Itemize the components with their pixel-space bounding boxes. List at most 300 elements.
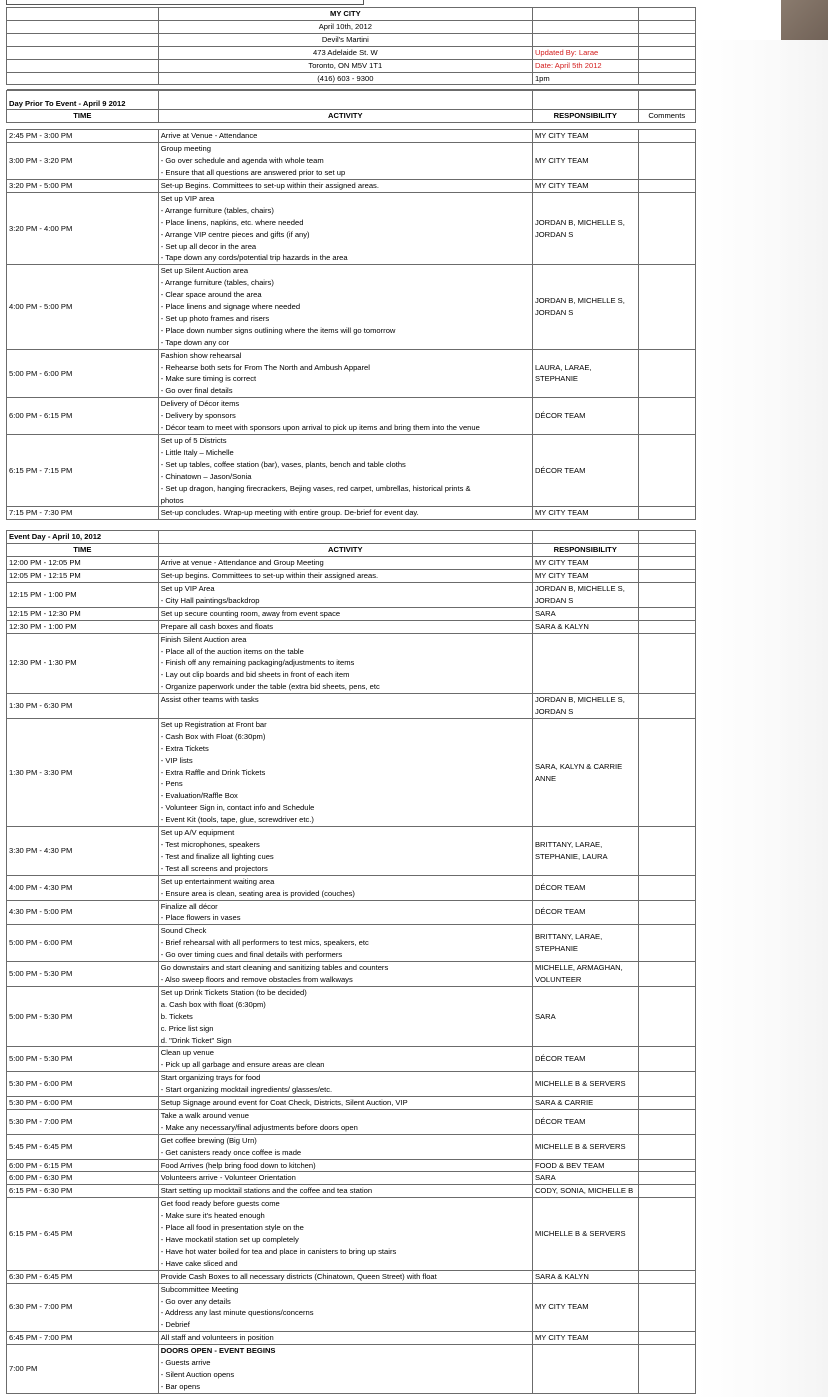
activity-line: - Arrange VIP centre pieces and gifts (if any) — [160, 229, 310, 239]
row-time: 2:45 PM - 3:00 PM — [7, 130, 159, 143]
row-comments — [638, 1283, 695, 1332]
activity-line: - Place all of the auction items on the table — [160, 646, 304, 656]
row-responsibility — [532, 633, 638, 694]
page-shadow — [696, 40, 828, 1397]
row-comments — [638, 265, 695, 349]
row-time: 6:45 PM - 7:00 PM — [7, 1332, 159, 1345]
table-row — [7, 1097, 696, 1110]
activity-line: Sound Check — [160, 926, 207, 936]
table-row — [7, 620, 696, 633]
activity-line: - Test all screens and projectors — [160, 863, 268, 873]
row-responsibility — [532, 1345, 638, 1394]
col-time: TIME — [7, 544, 159, 557]
activity-line: Finalize all décor — [160, 901, 218, 911]
row-responsibility: SARA — [532, 1172, 638, 1185]
row-activity — [158, 827, 532, 876]
row-comments — [638, 1159, 695, 1172]
activity-line: - Little Italy – Michelle — [160, 447, 234, 457]
row-responsibility: SARA & CARRIE — [532, 1097, 638, 1110]
row-time: 5:30 PM - 6:00 PM — [7, 1072, 159, 1097]
table-row — [7, 192, 696, 264]
activity-line: Set up of 5 Districts — [160, 436, 227, 445]
row-comments — [638, 179, 695, 192]
row-comments — [638, 633, 695, 694]
row-time: 12:15 PM - 1:00 PM — [7, 582, 159, 607]
venue-name: Devil's Martini — [158, 33, 532, 46]
row-responsibility: MY CITY TEAM — [532, 570, 638, 583]
row-activity — [158, 582, 532, 607]
row-activity — [158, 1159, 532, 1172]
activity-line: Arrive at Venue - Attendance — [160, 131, 258, 141]
row-responsibility: DÉCOR TEAM — [532, 900, 638, 925]
row-time: 1:30 PM - 6:30 PM — [7, 694, 159, 719]
table-row — [7, 1109, 696, 1134]
updated-time: 1pm — [532, 72, 638, 85]
row-responsibility: SARA & KALYN — [532, 620, 638, 633]
activity-line: - Tape down any cor — [160, 337, 229, 347]
activity-line: - Have hot water boiled for tea and place in canisters to bring up stairs — [160, 1246, 397, 1256]
row-responsibility: JORDAN B, MICHELLE S, JORDAN S — [532, 265, 638, 349]
row-time: 5:30 PM - 6:00 PM — [7, 1097, 159, 1110]
activity-line: - Get canisters ready once coffee is made — [160, 1147, 302, 1157]
row-comments — [638, 925, 695, 962]
row-comments — [638, 1332, 695, 1345]
activity-line: - Address any last minute questions/concerns — [160, 1308, 314, 1318]
row-responsibility: CODY, SONIA, MICHELLE B — [532, 1185, 638, 1198]
header-table — [6, 7, 696, 90]
table-row — [7, 694, 696, 719]
activity-line: b. Tickets — [160, 1011, 193, 1021]
row-responsibility: MY CITY TEAM — [532, 143, 638, 180]
activity-line: - Place linens, napkins, etc. where needed — [160, 217, 304, 227]
table-row — [7, 1134, 696, 1159]
updated-date: Date: April 5th 2012 — [532, 59, 638, 72]
row-activity — [158, 1283, 532, 1332]
row-time: 3:00 PM - 3:20 PM — [7, 143, 159, 180]
activity-line: Set up A/V equipment — [160, 828, 235, 838]
row-time: 5:00 PM - 5:30 PM — [7, 986, 159, 1047]
row-responsibility: MICHELLE B & SERVERS — [532, 1072, 638, 1097]
row-time: 5:00 PM - 5:30 PM — [7, 962, 159, 987]
activity-line: - Event Kit (tools, tape, glue, screwdriver etc.) — [160, 815, 314, 825]
activity-line: - City Hall paintings/backdrop — [160, 595, 260, 605]
row-comments — [638, 1185, 695, 1198]
activity-line: - Test microphones, speakers — [160, 840, 260, 849]
row-responsibility: SARA, KALYN & CARRIE ANNE — [532, 718, 638, 826]
row-comments — [638, 1270, 695, 1283]
row-activity — [158, 192, 532, 264]
row-time: 6:15 PM - 6:30 PM — [7, 1185, 159, 1198]
activity-line: Get coffee brewing (Big Urn) — [160, 1135, 257, 1145]
row-time: 1:30 PM - 3:30 PM — [7, 718, 159, 826]
table-row — [7, 1345, 696, 1394]
row-activity — [158, 1072, 532, 1097]
activity-line: - Also sweep floors and remove obstacles from walkways — [160, 974, 353, 984]
event-date: April 10th, 2012 — [158, 20, 532, 33]
row-time: 4:30 PM - 5:00 PM — [7, 900, 159, 925]
row-time: 12:15 PM - 12:30 PM — [7, 607, 159, 620]
activity-line: - Finish off any remaining packaging/adjustments to items — [160, 658, 355, 668]
activity-line: Go downstairs and start cleaning and sanitizing tables and counters — [160, 963, 389, 973]
activity-line: Set-up concludes. Wrap-up meeting with entire group. De-brief for event day. — [160, 508, 419, 518]
table-row — [7, 1270, 696, 1283]
activity-line: Provide Cash Boxes to all necessary districts (Chinatown, Queen Street) with float — [160, 1271, 437, 1281]
row-responsibility: JORDAN B, MICHELLE S, JORDAN S — [532, 694, 638, 719]
row-responsibility: SARA — [532, 986, 638, 1047]
row-responsibility: DÉCOR TEAM — [532, 1047, 638, 1072]
row-responsibility: BRITTANY, LARAE, STEPHANIE — [532, 925, 638, 962]
activity-line: Set up Drink Tickets Station (to be decided) — [160, 987, 307, 997]
activity-line: - Volunteer Sign in, contact info and Schedule — [160, 803, 315, 813]
activity-line: - Organize paperwork under the table (extra bid sheets, pens, etc — [160, 682, 380, 692]
row-time: 6:15 PM - 7:15 PM — [7, 435, 159, 507]
row-activity — [158, 718, 532, 826]
row-time: 12:30 PM - 1:00 PM — [7, 620, 159, 633]
row-activity — [158, 1109, 532, 1134]
table-row — [7, 1332, 696, 1345]
table-row — [7, 827, 696, 876]
row-time: 5:30 PM - 7:00 PM — [7, 1109, 159, 1134]
row-activity — [158, 435, 532, 507]
event-day-rows — [7, 557, 696, 1394]
activity-line: - Bar opens — [160, 1381, 200, 1391]
activity-line: Prepare all cash boxes and floats — [160, 621, 274, 631]
row-comments — [638, 1198, 695, 1270]
table-row — [7, 349, 696, 398]
activity-line: - Guests arrive — [160, 1358, 211, 1368]
row-comments — [638, 130, 695, 143]
activity-line: Set up secure counting room, away from event space — [160, 608, 341, 618]
activity-line: - Arrange furniture (tables, chairs) — [160, 205, 274, 215]
row-responsibility: MY CITY TEAM — [532, 1283, 638, 1332]
row-activity — [158, 694, 532, 719]
row-activity — [158, 1047, 532, 1072]
row-responsibility: MY CITY TEAM — [532, 507, 638, 520]
row-comments — [638, 986, 695, 1047]
row-time: 5:00 PM - 5:30 PM — [7, 1047, 159, 1072]
table-row — [7, 507, 696, 520]
activity-line: - Evaluation/Raffle Box — [160, 791, 238, 801]
table-row — [7, 265, 696, 349]
table-row — [7, 143, 696, 180]
event-day-table — [6, 530, 696, 1393]
row-time: 5:45 PM - 6:45 PM — [7, 1134, 159, 1159]
row-responsibility: SARA — [532, 607, 638, 620]
activity-line: Set up VIP area — [160, 193, 215, 203]
table-row — [7, 718, 696, 826]
row-time: 6:00 PM - 6:15 PM — [7, 1159, 159, 1172]
row-comments — [638, 1134, 695, 1159]
activity-line: Set up Registration at Front bar — [160, 719, 267, 729]
row-comments — [638, 607, 695, 620]
table-row — [7, 179, 696, 192]
row-activity — [158, 179, 532, 192]
row-time: 3:20 PM - 4:00 PM — [7, 192, 159, 264]
row-comments — [638, 1097, 695, 1110]
table-row — [7, 900, 696, 925]
activity-line: - Make any necessary/final adjustments before doors open — [160, 1122, 358, 1132]
activity-line: - Debrief — [160, 1320, 190, 1330]
row-time: 6:30 PM - 6:45 PM — [7, 1270, 159, 1283]
activity-line: - Ensure area is clean, seating area is provided (couches) — [160, 888, 355, 898]
row-activity — [158, 1097, 532, 1110]
row-activity — [158, 570, 532, 583]
table-row — [7, 1198, 696, 1270]
event-day-title: Event Day - April 10, 2012 — [7, 531, 159, 544]
row-activity — [158, 143, 532, 180]
row-comments — [638, 827, 695, 876]
activity-line: - Set up dragon, hanging firecrackers, Bejing vases, red carpet, umbrellas, historical prints & — [160, 483, 471, 493]
venue-city: Toronto, ON M5V 1T1 — [158, 59, 532, 72]
row-comments — [638, 875, 695, 900]
activity-line: - Chinatown – Jason/Sonia — [160, 471, 252, 481]
venue-phone: (416) 603 - 9300 — [158, 72, 532, 85]
row-comments — [638, 192, 695, 264]
table-row — [7, 557, 696, 570]
row-activity — [158, 557, 532, 570]
row-comments — [638, 962, 695, 987]
row-time: 3:20 PM - 5:00 PM — [7, 179, 159, 192]
activity-line: c. Price list sign — [160, 1023, 214, 1033]
updated-by: Updated By: Larae — [532, 46, 638, 59]
row-responsibility: MY CITY TEAM — [532, 179, 638, 192]
row-responsibility: JORDAN B, MICHELLE S, JORDAN S — [532, 192, 638, 264]
activity-line: - Set up tables, coffee station (bar), vases, plants, bench and table cloths — [160, 459, 406, 469]
activity-line: - Extra Tickets — [160, 743, 209, 753]
col-responsibility: RESPONSIBILITY — [532, 544, 638, 557]
row-comments — [638, 694, 695, 719]
row-activity — [158, 962, 532, 987]
activity-line: - Have mockatil station set up completely — [160, 1235, 299, 1244]
row-comments — [638, 570, 695, 583]
row-activity — [158, 1172, 532, 1185]
table-row — [7, 986, 696, 1047]
activity-line: - Set up photo frames and risers — [160, 313, 270, 323]
schedule-sheet — [6, 0, 696, 1394]
row-activity — [158, 507, 532, 520]
activity-line: - Go over schedule and agenda with whole team — [160, 156, 324, 166]
activity-line: Set-up begins. Committees to set-up within their assigned areas. — [160, 571, 379, 581]
venue-address: 473 Adelaide St. W — [158, 46, 532, 59]
row-activity — [158, 620, 532, 633]
row-activity — [158, 986, 532, 1047]
activity-line: - Brief rehearsal with all performers to test mics, speakers, etc — [160, 938, 369, 948]
activity-line: a. Cash box with float (6:30pm) — [160, 999, 266, 1009]
activity-line: - Place linens and signage where needed — [160, 302, 301, 312]
row-responsibility: MY CITY TEAM — [532, 130, 638, 143]
col-time: TIME — [7, 110, 159, 123]
row-activity — [158, 130, 532, 143]
row-comments — [638, 1109, 695, 1134]
activity-line: - Pens — [160, 779, 183, 789]
org-name: MY CITY — [158, 8, 532, 21]
activity-line: - Ensure that all questions are answered prior to set up — [160, 168, 346, 178]
row-comments — [638, 143, 695, 180]
day-prior-title: Day Prior To Event - April 9 2012 — [7, 91, 159, 110]
activity-line: Volunteers arrive - Volunteer Orientation — [160, 1173, 296, 1183]
row-activity — [158, 633, 532, 694]
row-time: 3:30 PM - 4:30 PM — [7, 827, 159, 876]
row-responsibility: JORDAN B, MICHELLE S, JORDAN S — [532, 582, 638, 607]
activity-line: Finish Silent Auction area — [160, 634, 247, 644]
row-time: 6:15 PM - 6:45 PM — [7, 1198, 159, 1270]
row-responsibility: MICHELLE B & SERVERS — [532, 1134, 638, 1159]
activity-line: - Make sure timing is correct — [160, 374, 257, 384]
row-responsibility: DÉCOR TEAM — [532, 1109, 638, 1134]
activity-line: Set-up Begins. Committees to set-up within their assigned areas. — [160, 180, 379, 190]
activity-line: - Place flowers in vases — [160, 913, 241, 923]
row-comments — [638, 1345, 695, 1394]
activity-line: Setup Signage around event for Coat Check, Districts, Silent Auction, VIP — [160, 1098, 408, 1108]
row-time: 6:30 PM - 7:00 PM — [7, 1283, 159, 1332]
row-activity — [158, 1345, 532, 1394]
row-time: 7:00 PM — [7, 1345, 159, 1394]
row-time: 12:30 PM - 1:30 PM — [7, 633, 159, 694]
activity-line: Arrive at venue - Attendance and Group Meeting — [160, 558, 324, 568]
row-responsibility: LAURA, LARAE, STEPHANIE — [532, 349, 638, 398]
row-activity — [158, 1134, 532, 1159]
activity-line: - Cash Box with Float (6:30pm) — [160, 731, 266, 741]
row-comments — [638, 1047, 695, 1072]
activity-line: - Lay out clip boards and bid sheets in front of each item — [160, 670, 350, 680]
activity-line: Clean up venue — [160, 1048, 214, 1058]
row-activity — [158, 875, 532, 900]
activity-line: Set up entertainment waiting area — [160, 876, 275, 886]
row-comments — [638, 1072, 695, 1097]
row-time: 6:00 PM - 6:15 PM — [7, 398, 159, 435]
activity-line: - Go over timing cues and final details with performers — [160, 950, 343, 960]
activity-line: Start organizing trays for food — [160, 1073, 261, 1083]
row-responsibility: FOOD & BEV TEAM — [532, 1159, 638, 1172]
activity-line: Group meeting — [160, 144, 211, 154]
activity-line: Get food ready before guests come — [160, 1199, 280, 1209]
row-activity — [158, 900, 532, 925]
col-activity: ACTIVITY — [158, 110, 532, 123]
table-row — [7, 1047, 696, 1072]
row-comments — [638, 582, 695, 607]
row-comments — [638, 435, 695, 507]
activity-line: - Décor team to meet with sponsors upon arrival to pick up items and bring them into the venue — [160, 423, 480, 433]
row-comments — [638, 398, 695, 435]
activity-line: - Clear space around the area — [160, 290, 262, 300]
row-activity — [158, 1332, 532, 1345]
activity-line: - Go over any details — [160, 1296, 231, 1306]
row-time: 12:05 PM - 12:15 PM — [7, 570, 159, 583]
row-comments — [638, 718, 695, 826]
row-time: 12:00 PM - 12:05 PM — [7, 557, 159, 570]
row-activity — [158, 1270, 532, 1283]
row-responsibility: MICHELLE B & SERVERS — [532, 1198, 638, 1270]
table-row — [7, 633, 696, 694]
activity-line: - Pick up all garbage and ensure areas are clean — [160, 1060, 325, 1070]
activity-line: - Place all food in presentation style on the — [160, 1223, 304, 1233]
activity-line: Food Arrives (help bring food down to kitchen) — [160, 1160, 316, 1170]
activity-line: - Extra Raffle and Drink Tickets — [160, 767, 266, 777]
activity-line: - Place down number signs outlining where the items will go tomorrow — [160, 325, 396, 335]
activity-line: - Arrange furniture (tables, chairs) — [160, 278, 274, 288]
activity-line: Assist other teams with tasks — [160, 695, 259, 705]
row-responsibility: DÉCOR TEAM — [532, 875, 638, 900]
table-row — [7, 435, 696, 507]
activity-line: - VIP lists — [160, 755, 193, 765]
row-activity — [158, 607, 532, 620]
row-comments — [638, 1172, 695, 1185]
table-row — [7, 925, 696, 962]
row-activity — [158, 265, 532, 349]
row-activity — [158, 1198, 532, 1270]
table-row — [7, 1185, 696, 1198]
table-row — [7, 607, 696, 620]
activity-line: Subcommittee Meeting — [160, 1284, 239, 1294]
row-time: 4:00 PM - 4:30 PM — [7, 875, 159, 900]
row-responsibility: MY CITY TEAM — [532, 557, 638, 570]
row-time: 5:00 PM - 6:00 PM — [7, 925, 159, 962]
row-activity — [158, 349, 532, 398]
activity-line: - Go over final details — [160, 386, 233, 396]
table-row — [7, 1283, 696, 1332]
table-row — [7, 962, 696, 987]
activity-line: Set up VIP Area — [160, 583, 215, 593]
activity-line: - Tape down any cords/potential trip hazards in the area — [160, 253, 348, 263]
table-row — [7, 1072, 696, 1097]
row-responsibility: BRITTANY, LARAE, STEPHANIE, LAURA — [532, 827, 638, 876]
row-time: 5:00 PM - 6:00 PM — [7, 349, 159, 398]
activity-line: All staff and volunteers in position — [160, 1333, 274, 1343]
col-activity: ACTIVITY — [158, 544, 532, 557]
row-comments — [638, 349, 695, 398]
row-time: 7:15 PM - 7:30 PM — [7, 507, 159, 520]
activity-line: - Delivery by sponsors — [160, 411, 236, 421]
row-comments — [638, 557, 695, 570]
row-activity — [158, 398, 532, 435]
table-row — [7, 1159, 696, 1172]
col-responsibility: RESPONSIBILITY — [532, 110, 638, 123]
activity-line: Take a walk around venue — [160, 1110, 249, 1120]
row-comments — [638, 620, 695, 633]
row-time: 4:00 PM - 5:00 PM — [7, 265, 159, 349]
table-row — [7, 570, 696, 583]
activity-line: - Silent Auction opens — [160, 1369, 235, 1379]
activity-line: DOORS OPEN - EVENT BEGINS — [160, 1346, 276, 1356]
activity-line: - Set up all decor in the area — [160, 241, 257, 251]
table-row — [7, 398, 696, 435]
row-responsibility: MY CITY TEAM — [532, 1332, 638, 1345]
day-prior-rows — [7, 130, 696, 520]
row-comments — [638, 900, 695, 925]
row-responsibility: DÉCOR TEAM — [532, 435, 638, 507]
row-responsibility: SARA & KALYN — [532, 1270, 638, 1283]
activity-line: - Have cake sliced and — [160, 1258, 238, 1268]
table-row — [7, 130, 696, 143]
table-row — [7, 875, 696, 900]
activity-line: Fashion show rehearsal — [160, 350, 242, 360]
table-row — [7, 1172, 696, 1185]
row-activity — [158, 925, 532, 962]
day-prior-table — [6, 90, 696, 520]
activity-line: - Rehearse both sets for From The North and Ambush Apparel — [160, 362, 370, 372]
table-row — [7, 582, 696, 607]
activity-line: - Make sure it's heated enough — [160, 1211, 265, 1221]
row-responsibility: MICHELLE, ARMAGHAN, VOLUNTEER — [532, 962, 638, 987]
col-comments: Comments — [638, 110, 695, 123]
row-comments — [638, 507, 695, 520]
row-activity — [158, 1185, 532, 1198]
row-responsibility: DÉCOR TEAM — [532, 398, 638, 435]
activity-line: - Start organizing mocktail ingredients/ glasses/etc. — [160, 1085, 333, 1095]
row-time: 6:00 PM - 6:30 PM — [7, 1172, 159, 1185]
activity-line: - Test and finalize all lighting cues — [160, 851, 274, 861]
activity-line: Start setting up mocktail stations and the coffee and tea station — [160, 1186, 373, 1196]
